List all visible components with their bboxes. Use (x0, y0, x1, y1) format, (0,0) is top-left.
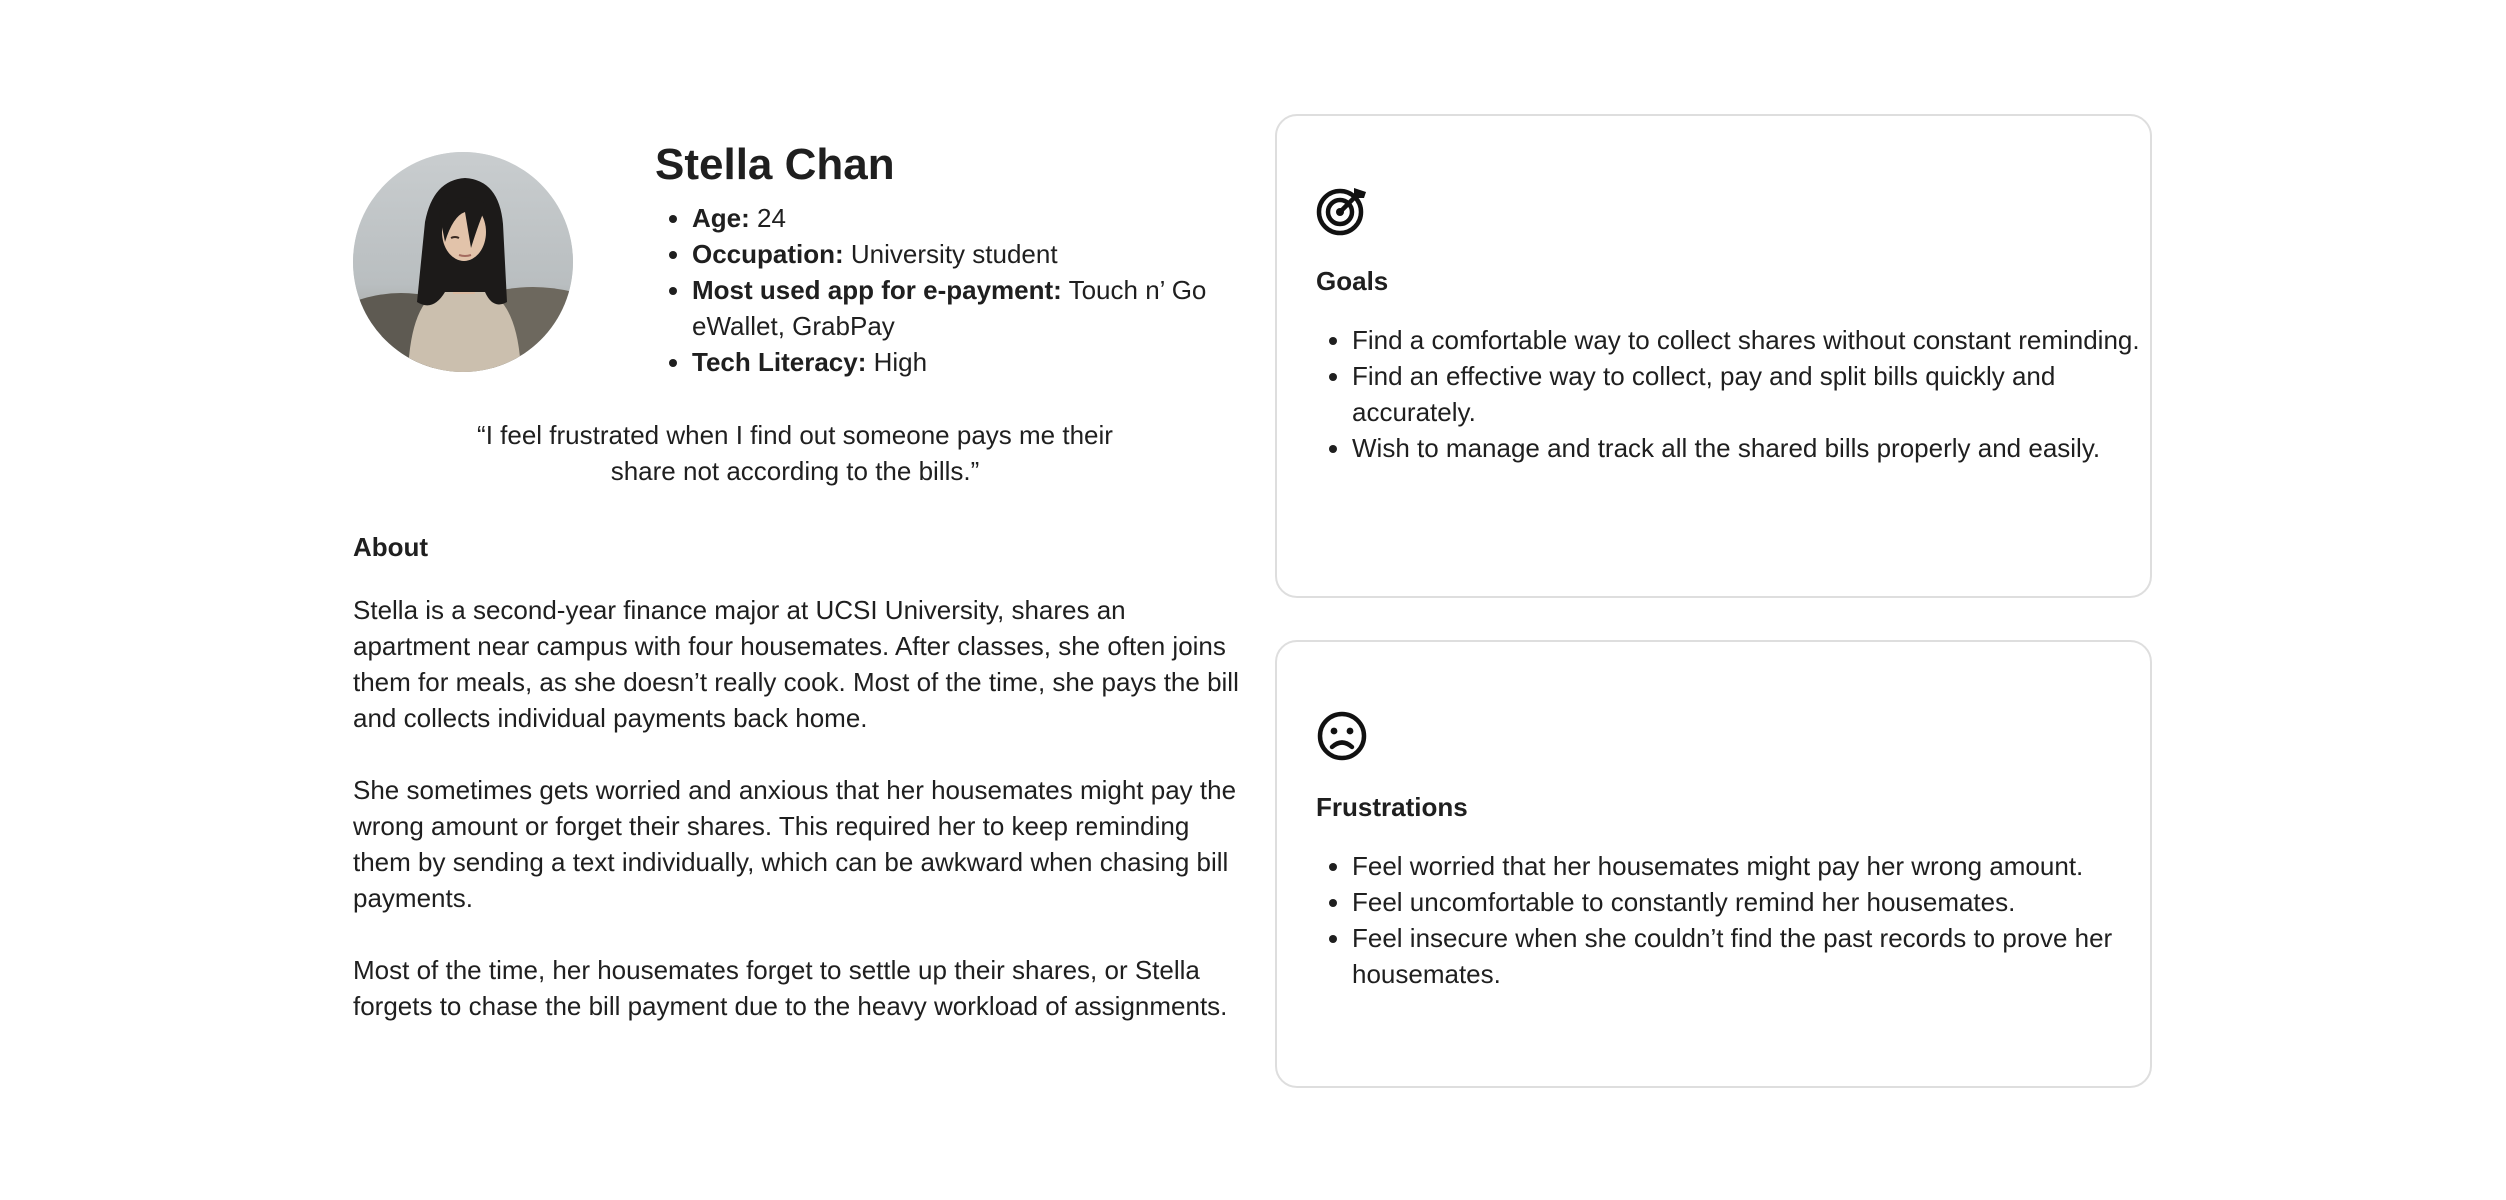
fact-tech-literacy (692, 344, 1272, 380)
list-item: • Feel insecure when she couldn’t find the past records to prove her housemates. (1352, 920, 2152, 992)
portrait-photo (353, 152, 573, 372)
about-heading: About (353, 532, 429, 562)
fact-value: High (873, 347, 928, 377)
list-item: • Feel uncomfortable to constantly remind her housemates. (1352, 884, 2152, 920)
fact-label: Age: (692, 203, 750, 233)
persona-quote: “I feel frustrated when I find out someone pays me their share not according to the bills.” (477, 420, 1113, 486)
fact-label: Tech Literacy: (692, 347, 867, 377)
fact-payment-app (692, 272, 1272, 344)
frustrations-card (1275, 640, 2152, 1088)
fact-occupation (692, 236, 1272, 272)
list-item: • Find an effective way to collect, pay and split bills quickly and accurately. (1352, 358, 2152, 430)
sad-face-icon (1316, 710, 1368, 762)
about-paragraph: Stella is a second-year finance major at UCSI University, shares an apartment near campus with four housemates. After classes, she often joins them for meals, as she doesn’t really cook. Most of the time, she pays the bill and collects individual payments back home. (353, 595, 1239, 733)
goals-list (1316, 322, 2152, 466)
list-item: • Feel worried that her housemates might pay her wrong amount. (1352, 848, 2152, 884)
frustrations-heading: Frustrations (1316, 792, 1468, 822)
persona-facts (655, 200, 1272, 380)
about-paragraph: She sometimes gets worried and anxious that her housemates might pay the wrong amount or forget their shares. This required her to keep reminding them by sending a text individually, which can be awkward when chasing bill payments. (353, 775, 1237, 913)
fact-value: University student (850, 239, 1058, 269)
about-paragraph: Most of the time, her housemates forget to settle up their shares, or Stella forgets to chase the bill payment due to the heavy workload of assignments. (353, 955, 1228, 1021)
list-item: • Find a comfortable way to collect shares without constant reminding. (1352, 322, 2152, 358)
fact-value: 24 (757, 203, 786, 233)
persona-name: Stella Chan (655, 140, 895, 189)
avatar (353, 152, 573, 372)
fact-label: Most used app for e-payment: (692, 275, 1062, 305)
list-item: • Wish to manage and track all the shared bills properly and easily. (1352, 430, 2152, 466)
fact-value: Touch n’ Go eWallet, GrabPay (692, 275, 1207, 341)
frustrations-list (1316, 848, 2152, 992)
target-icon (1316, 184, 1368, 236)
goals-heading: Goals (1316, 266, 1389, 296)
goals-card (1275, 114, 2152, 598)
fact-age (692, 200, 1272, 236)
fact-label: Occupation: (692, 239, 844, 269)
